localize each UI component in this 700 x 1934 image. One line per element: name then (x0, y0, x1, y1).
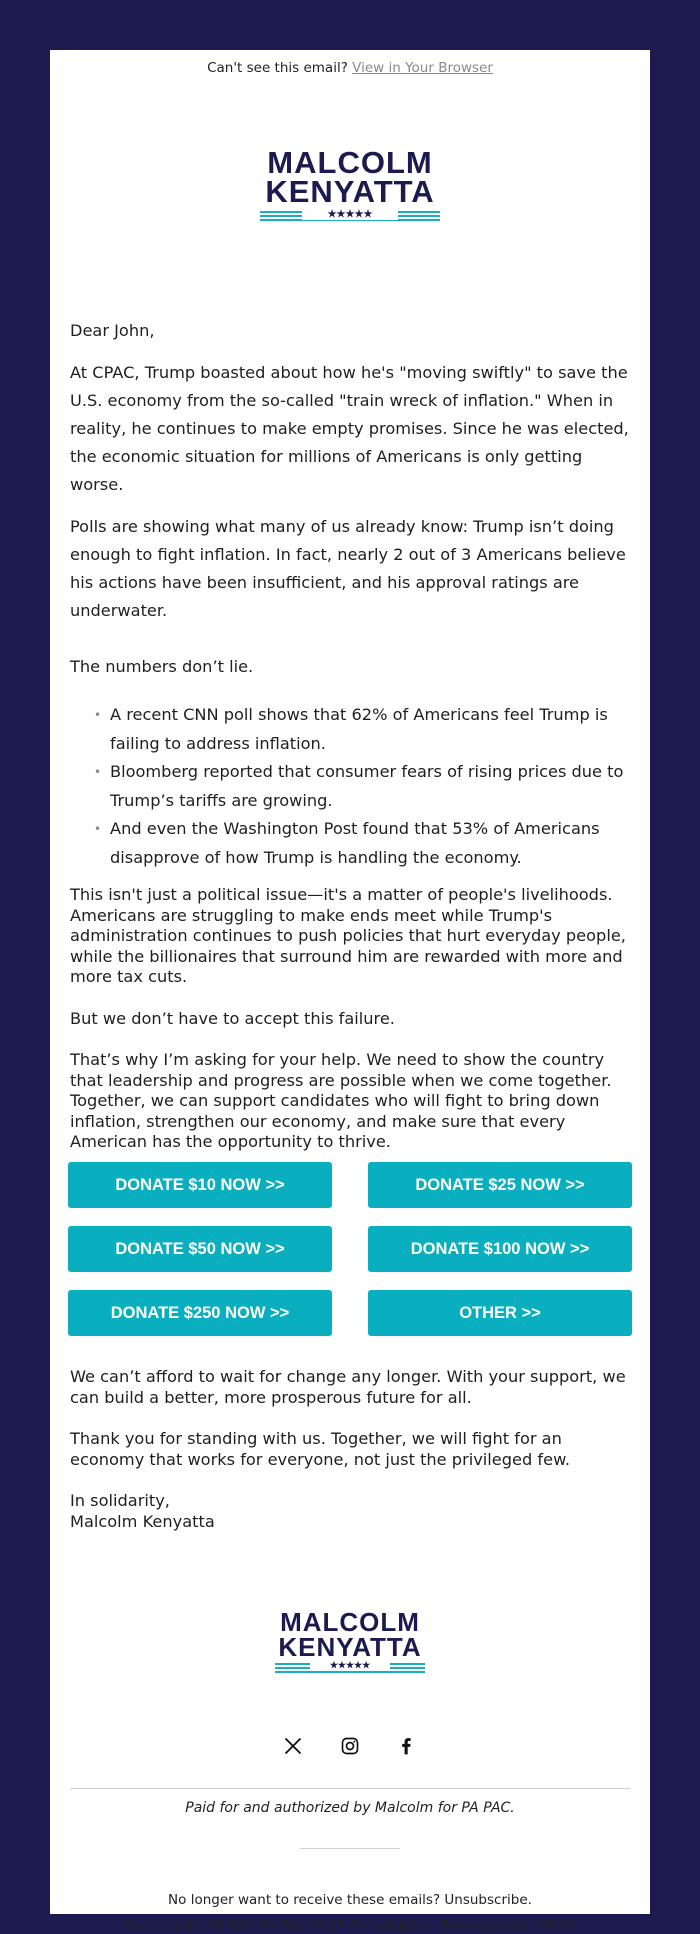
letter-middle (70, 885, 632, 1153)
logo-line-2: KENYATTA (278, 1631, 422, 1662)
footer-divider (70, 1788, 630, 1789)
paragraph-5: But we don’t have to accept this failure. (70, 1008, 395, 1028)
logo-stripes (275, 1661, 425, 1673)
mailing-address: Malcolm for PA PAC PO Box 3307 Philadelphia, Pennsylvania 19130 (123, 1918, 577, 1934)
short-divider (300, 1848, 400, 1849)
paragraph-2: Polls are showing what many of us already know: Trump isn’t doing enough to fight inflation. In fact, nearly 2 out of 3 Americans believe his actions have been insufficient, and his approval ratings are underwater. (70, 517, 626, 620)
donate-10-button[interactable]: DONATE $10 NOW >> (68, 1162, 332, 1208)
letter-intro (70, 317, 632, 872)
paragraph-6: That’s why I’m asking for your help. We need to show the country that leadership and progress are possible when we come together. Together, we can support candidates who will fight to bring down inflation, strengthen our economy, and make sure that every American has the opportunity to thrive. (70, 1050, 612, 1151)
logo-line-2: KENYATTA (265, 174, 435, 210)
paid-for-disclaimer: Paid for and authorized by Malcolm for PA PAC. (185, 1800, 515, 1816)
logo-stars: ★★★★★ (302, 210, 398, 220)
donate-100-button[interactable]: DONATE $100 NOW >> (368, 1226, 632, 1272)
view-in-browser-link[interactable]: View in Your Browser (352, 60, 493, 76)
header-logo (260, 145, 440, 223)
instagram-icon[interactable] (337, 1733, 363, 1759)
list-item: • And even the Washington Post found that 53% of Americans disapprove of how Trump is handling the economy. (110, 815, 632, 872)
facebook-icon[interactable] (393, 1733, 419, 1759)
donate-250-button[interactable]: DONATE $250 NOW >> (68, 1290, 332, 1336)
preheader (50, 60, 650, 76)
preheader-text: Can't see this email? (207, 60, 348, 76)
list-item: • Bloomberg reported that consumer fears of rising prices due to Trump’s tariffs are growing. (110, 758, 632, 815)
signoff: In solidarity, (70, 1491, 170, 1510)
x-twitter-icon[interactable] (280, 1733, 306, 1759)
logo-line-1: MALCOLM (267, 145, 433, 180)
signature: Malcolm Kenyatta (70, 1511, 215, 1531)
paragraph-3: The numbers don’t lie. (70, 657, 254, 676)
logo-stripes (260, 209, 440, 223)
footer-logo (275, 1607, 425, 1673)
social-links (50, 1733, 650, 1763)
donate-50-button[interactable]: DONATE $50 NOW >> (68, 1226, 332, 1272)
list-item: • A recent CNN poll shows that 62% of Americans feel Trump is failing to address inflation. (110, 701, 632, 758)
donate-other-button[interactable]: OTHER >> (368, 1290, 632, 1336)
paragraph-8: Thank you for standing with us. Together, we will fight for an economy that works for everyone, not just the privileged few. (70, 1429, 570, 1469)
letter-closing (70, 1367, 632, 1532)
logo-stars: ★★★★★ (310, 1661, 390, 1670)
paragraph-1: At CPAC, Trump boasted about how he's "moving swiftly" to save the U.S. economy from the so-called "train wreck of inflation." When in reality, he continues to make empty promises. Since he was elected, the economic situation for millions of Americans is only getting worse. (70, 363, 629, 494)
poll-list (70, 701, 632, 872)
greeting: Dear John, (70, 321, 155, 340)
donate-25-button[interactable]: DONATE $25 NOW >> (368, 1162, 632, 1208)
paragraph-4: This isn't just a political issue—it's a matter of people's livelihoods. Americans are struggling to make ends meet while Trump's administration continues to push policies that hurt everyday people, while the billionaires that surround him are rewarded with more and more tax cuts. (70, 885, 626, 986)
email-card (50, 50, 650, 1934)
paragraph-7: We can’t afford to wait for change any longer. With your support, we can build a better, more prosperous future for all. (70, 1367, 626, 1407)
logo-line-1: MALCOLM (280, 1607, 420, 1637)
unsubscribe-text[interactable]: No longer want to receive these emails? Unsubscribe. (168, 1892, 532, 1908)
